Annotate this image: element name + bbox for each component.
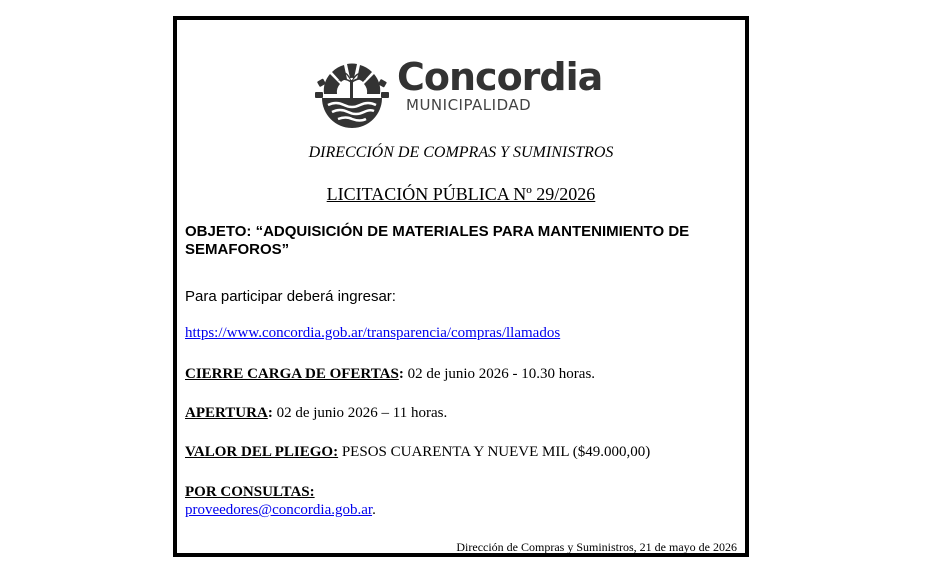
email-suffix: . — [372, 502, 376, 518]
cierre-value: 02 de junio 2026 - 10.30 horas. — [407, 366, 596, 382]
apertura-row: APERTURA: 02 de junio 2026 – 11 horas. — [185, 405, 448, 421]
valor-row — [185, 444, 650, 461]
email-link[interactable]: proveedores@concordia.gob.ar — [185, 502, 373, 518]
objeto-text: OBJETO: “ADQUISICIÓN DE MATERIALES PARA MANTENIMIENTO DE SEMAFOROS” — [185, 223, 690, 258]
logo-subtitle: MUNICIPALIDAD — [406, 96, 532, 114]
footer-signature: Dirección de Compras y Suministros, 21 de mayo de 2026 — [456, 540, 737, 554]
cierre-row: CIERRE CARGA DE OFERTAS: 02 de junio 2026 - 10.30 horas. — [185, 366, 596, 382]
apertura-label: APERTURA — [185, 405, 268, 421]
consultas-label: POR CONSULTAS: — [185, 484, 315, 500]
notice-frame — [173, 16, 749, 557]
concordia-logo — [310, 50, 610, 130]
apertura-value: 02 de junio 2026 – 11 horas. — [276, 405, 448, 421]
consultas-email-line — [185, 502, 376, 519]
department-title: DIRECCIÓN DE COMPRAS Y SUMINISTROS — [308, 144, 614, 161]
cierre-label: CIERRE CARGA DE OFERTAS — [185, 366, 399, 382]
valor-value: PESOS CUARENTA Y NUEVE MIL ($49.000,00) — [341, 444, 651, 460]
logo-name: Concordia — [397, 55, 603, 99]
llamados-link[interactable]: https://www.concordia.gob.ar/transparencia/compras/llamados — [185, 325, 561, 341]
valor-label: VALOR DEL PLIEGO: — [185, 444, 339, 460]
participar-text: Para participar deberá ingresar: — [185, 288, 396, 305]
concordia-emblem-icon — [310, 50, 390, 130]
licitacion-title: LICITACIÓN PÚBLICA Nº 29/2026 — [326, 184, 596, 204]
